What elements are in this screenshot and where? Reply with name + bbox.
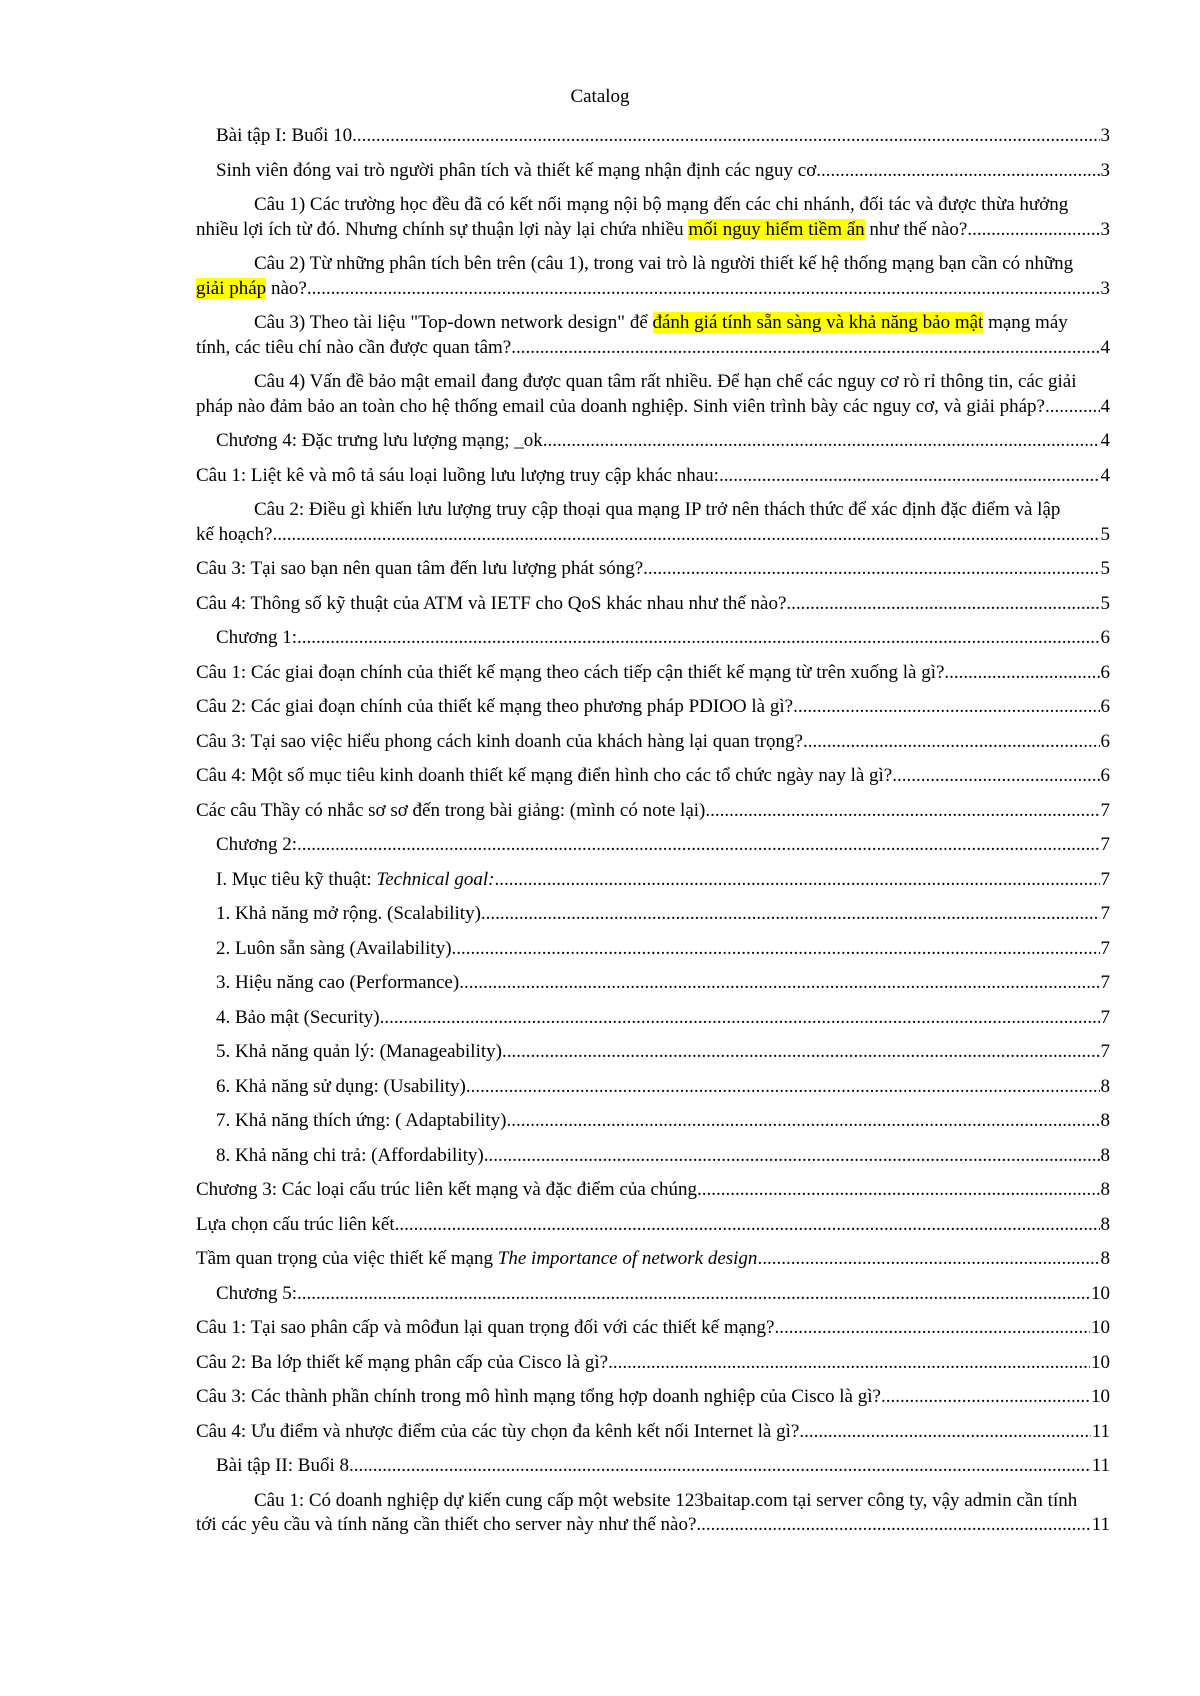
dot-leader [967, 218, 1099, 243]
toc-entry[interactable] [138, 159, 1110, 184]
toc-page-number: 7 [1100, 799, 1110, 821]
toc-page-number: 6 [1100, 696, 1110, 717]
toc-entry-italic: Technical goal: [376, 868, 495, 890]
toc-entry-line-1 [196, 498, 1110, 523]
dot-leader [297, 626, 1099, 651]
toc-page-number: 7 [1100, 903, 1110, 924]
toc-entry-text: nào? [266, 277, 307, 299]
toc-entry-line-2 [196, 1513, 696, 1538]
toc-page-number: 4 [1100, 430, 1110, 451]
toc-page-number: 11 [1091, 1420, 1110, 1442]
toc-entry[interactable] [138, 1454, 1110, 1479]
toc-entry-label [216, 1454, 349, 1479]
toc-entry-label [216, 937, 452, 962]
toc-entry[interactable] [138, 799, 1110, 824]
toc-page-number: 8 [1100, 1110, 1110, 1131]
toc-entry-text: Chương 4: Đặc trưng lưu lượng mạng; _ok [216, 430, 543, 451]
toc-entry-label [196, 1385, 881, 1410]
toc-page-number: 7 [1100, 1006, 1110, 1028]
toc-entry-line-1 [196, 370, 1110, 395]
toc-entry-text: Chương 3: Các loại cấu trúc liên kết mạng và đặc điểm của chúng [196, 1179, 697, 1200]
toc-page-number: 7 [1100, 1041, 1110, 1062]
toc-entry[interactable] [138, 764, 1110, 789]
toc-page-number: 7 [1100, 937, 1110, 959]
toc-entry-label [196, 1178, 697, 1203]
toc-entry[interactable] [138, 695, 1110, 720]
dot-leader [608, 1351, 1090, 1376]
toc-entry-label [216, 1075, 466, 1100]
toc-entry[interactable] [138, 193, 1110, 242]
toc-entry-text: Câu 2: Điều gì khiến lưu lượng truy cập thoại qua mạng IP trở nên thách thức để xác định đặc điểm và lập [254, 499, 1061, 520]
toc-entry-line-2 [196, 336, 511, 361]
toc-entry-label [216, 868, 494, 893]
toc-entry-text: Câu 4: Thông số kỹ thuật của ATM và IETF cho QoS khác nhau như thế nào? [196, 592, 787, 614]
toc-entry-text: Câu 3) Theo tài liệu "Top-down network design" để [254, 312, 653, 333]
toc-page-number: 10 [1091, 1386, 1110, 1407]
toc-entry-text: Câu 1: Các giai đoạn chính của thiết kế mạng theo cách tiếp cận thiết kế mạng từ trên xuống là gì? [196, 661, 945, 683]
toc-entry-label [196, 730, 803, 755]
toc-page-number: 3 [1100, 277, 1110, 299]
toc-page-number: 3 [1100, 218, 1110, 240]
toc-entry-line-2 [196, 395, 1045, 420]
toc-entry-label [196, 1420, 799, 1445]
toc-entry-text: Câu 2: Các giai đoạn chính của thiết kế mạng theo phương pháp PDIOO là gì? [196, 696, 794, 717]
toc-entry[interactable] [138, 252, 1110, 301]
dot-leader [774, 1316, 1090, 1341]
toc-entry[interactable] [138, 1282, 1110, 1307]
toc-entry-text: Câu 3: Tại sao bạn nên quan tâm đến lưu lượng phát sóng? [196, 558, 644, 579]
toc-entry-text: Câu 1) Các trường học đều đã có kết nối mạng nội bộ mạng đến các chi nhánh, đối tác và được thừa hưởng [254, 194, 1069, 215]
toc-entry-label [216, 124, 352, 149]
toc-page-number: 3 [1100, 159, 1110, 181]
toc-entry[interactable] [138, 592, 1110, 617]
toc-entry-text: 8. Khả năng chi trả: (Affordability) [216, 1144, 484, 1166]
toc-page-number: 5 [1100, 592, 1110, 614]
dot-leader [459, 971, 1099, 996]
toc-entry[interactable] [138, 370, 1110, 419]
toc-entry[interactable] [138, 1178, 1110, 1203]
toc-entry-line-1 [196, 193, 1110, 218]
toc-entry-label [196, 1213, 395, 1238]
dot-leader [799, 1420, 1090, 1445]
toc-entry-label [196, 557, 643, 582]
toc-entry-label [216, 429, 543, 454]
toc-page-number: 6 [1100, 627, 1110, 648]
toc-page-number: 7 [1100, 972, 1110, 993]
toc-entry[interactable] [138, 661, 1110, 686]
toc-entry[interactable] [138, 557, 1110, 582]
dot-leader [452, 937, 1100, 962]
toc-entry-label [216, 1040, 502, 1065]
toc-entry-label [196, 464, 719, 489]
toc-page-number: 10 [1091, 1282, 1110, 1304]
toc-entry-label [216, 902, 481, 927]
toc-entry-text: tính, các tiêu chí nào cần được quan tâm? [196, 336, 512, 358]
toc-entry[interactable] [138, 937, 1110, 962]
toc-entry[interactable] [138, 833, 1110, 858]
toc-page-number: 4 [1100, 464, 1110, 486]
dot-leader [349, 1454, 1091, 1479]
toc-entry[interactable] [138, 1109, 1110, 1134]
toc-page-number: 6 [1100, 661, 1110, 683]
toc-entry[interactable] [138, 311, 1110, 360]
toc-entry[interactable] [138, 498, 1110, 547]
toc-entry-text: Câu 2) Từ những phân tích bên trên (câu 1), trong vai trò là người thiết kế hệ thống mạng bạn cần có những [254, 253, 1074, 274]
toc-entry-text: Các câu Thầy có nhắc sơ sơ đến trong bài giảng: (mình có note lại) [196, 799, 706, 821]
toc-page-number: 10 [1091, 1317, 1110, 1338]
toc-entry-label [216, 1006, 380, 1031]
dot-leader [297, 1282, 1090, 1307]
dot-leader [705, 799, 1099, 824]
toc-entry-text: Câu 1: Có doanh nghiệp dự kiến cung cấp một website 123baitap.com tại server công ty, vậy admin cần tính [254, 1489, 1078, 1511]
toc-entry-text: I. Mục tiêu kỹ thuật: [216, 868, 377, 890]
toc-entry-label [216, 971, 459, 996]
toc-entry-text: Lựa chọn cấu trúc liên kết [196, 1213, 395, 1235]
dot-leader [786, 592, 1099, 617]
toc-title: Catalog [570, 86, 630, 107]
toc-entry[interactable] [138, 124, 1110, 149]
toc-entry-label [216, 159, 816, 184]
toc-page-number: 6 [1100, 730, 1110, 752]
toc-entry[interactable] [138, 971, 1110, 996]
toc-entry-text: 5. Khả năng quản lý: (Manageability) [216, 1041, 502, 1062]
highlighted-text: đánh giá tính sẵn sàng và khả năng bảo mật [652, 312, 984, 333]
dot-leader [494, 868, 1099, 893]
toc-entry-text: tới các yêu cầu và tính năng cần thiết cho server này như thế nào? [196, 1514, 697, 1535]
dot-leader [697, 1178, 1100, 1203]
toc-page-number: 8 [1100, 1248, 1110, 1269]
dot-leader [543, 429, 1100, 454]
toc-page-number: 6 [1100, 765, 1110, 786]
toc-entry-text: kế hoạch? [196, 523, 273, 545]
toc-entry-text: Bài tập I: Buổi 10 [216, 125, 353, 146]
toc-entry-text: 4. Bảo mật (Security) [216, 1006, 380, 1028]
toc-entry[interactable] [138, 1489, 1110, 1538]
dot-leader [944, 661, 1099, 686]
toc-entry-text: 3. Hiệu năng cao (Performance) [216, 972, 460, 993]
toc-entry-line-1 [196, 1489, 1110, 1514]
toc-entry[interactable] [138, 868, 1110, 893]
toc-entry[interactable] [138, 626, 1110, 651]
toc-entry-line-2 [196, 218, 967, 243]
toc-entry[interactable] [138, 464, 1110, 489]
toc-entry[interactable] [138, 1144, 1110, 1169]
toc-entry-text: Câu 2: Ba lớp thiết kế mạng phân cấp của Cisco là gì? [196, 1351, 609, 1373]
toc-entry-text: pháp nào đảm bảo an toàn cho hệ thống email của doanh nghiệp. Sinh viên trình bày các nguy cơ, và giải pháp? [196, 395, 1045, 417]
toc-entry-line-2 [196, 277, 307, 302]
toc-page-number: 7 [1100, 834, 1110, 855]
toc-entry[interactable] [138, 1040, 1110, 1065]
toc-page-number: 5 [1100, 523, 1110, 545]
toc-entry-label [216, 1282, 297, 1307]
dot-leader [643, 557, 1099, 582]
toc-page-number: 10 [1091, 1351, 1110, 1373]
toc-page-number: 8 [1100, 1179, 1110, 1200]
table-of-contents [138, 124, 1110, 1548]
toc-entry[interactable] [138, 1316, 1110, 1341]
toc-entry-label [196, 1316, 774, 1341]
toc-entry[interactable] [138, 1247, 1110, 1272]
toc-entry[interactable] [138, 1213, 1110, 1238]
toc-entry-label [196, 1351, 608, 1376]
toc-page-number: 3 [1100, 125, 1110, 146]
dot-leader [793, 695, 1099, 720]
toc-entry[interactable] [138, 429, 1110, 454]
toc-page-number: 11 [1091, 1514, 1110, 1535]
toc-entry-label [216, 833, 297, 858]
dot-leader [719, 464, 1100, 489]
toc-entry-text: Chương 1: [216, 627, 298, 648]
toc-entry-text: Câu 3: Các thành phần chính trong mô hình mạng tổng hợp doanh nghiệp của Cisco là gì? [196, 1386, 881, 1407]
toc-entry-line-2 [196, 523, 272, 548]
toc-entry-text: 1. Khả năng mở rộng. (Scalability) [216, 903, 481, 924]
toc-entry-text: Câu 4) Vấn đề bảo mật email đang được quan tâm rất nhiều. Để hạn chế các nguy cơ rò rỉ thông tin, các giải [254, 371, 1077, 392]
toc-page-number: 5 [1100, 558, 1110, 579]
dot-leader [380, 1006, 1100, 1031]
toc-entry-text: Câu 4: Ưu điểm và nhược điểm của các tùy chọn đa kênh kết nối Internet là gì? [196, 1420, 800, 1442]
dot-leader [297, 833, 1099, 858]
toc-entry-text: Câu 3: Tại sao việc hiểu phong cách kinh doanh của khách hàng lại quan trọng? [196, 730, 803, 752]
dot-leader [481, 902, 1100, 927]
toc-entry-text: 7. Khả năng thích ứng: ( Adaptability) [216, 1110, 507, 1131]
toc-page-number: 7 [1100, 868, 1110, 890]
toc-entry[interactable] [138, 1006, 1110, 1031]
toc-entry-text: Câu 1: Liệt kê và mô tả sáu loại luồng lưu lượng truy cập khác nhau: [196, 464, 719, 486]
dot-leader [307, 277, 1100, 302]
toc-entry-text: 6. Khả năng sử dụng: (Usability) [216, 1075, 466, 1097]
dot-leader [352, 124, 1099, 149]
toc-entry-text: Câu 1: Tại sao phân cấp và môđun lại quan trọng đối với các thiết kế mạng? [196, 1317, 775, 1338]
dot-leader [395, 1213, 1100, 1238]
toc-entry-label [216, 1144, 484, 1169]
dot-leader [816, 159, 1099, 184]
toc-entry[interactable] [138, 730, 1110, 755]
toc-entry-label [196, 1247, 757, 1272]
toc-entry[interactable] [138, 1075, 1110, 1100]
toc-entry[interactable] [138, 1420, 1110, 1445]
toc-page-number: 4 [1100, 395, 1110, 417]
toc-entry-text: 2. Luôn sẵn sàng (Availability) [216, 937, 452, 959]
dot-leader [466, 1075, 1100, 1100]
toc-entry-text: Bài tập II: Buổi 8 [216, 1455, 349, 1476]
toc-entry-text: Chương 5: [216, 1282, 298, 1304]
dot-leader [757, 1247, 1099, 1272]
toc-entry[interactable] [138, 1385, 1110, 1410]
toc-entry-text: mạng máy [983, 312, 1068, 333]
dot-leader [892, 764, 1099, 789]
toc-entry-text: như thế nào? [864, 218, 968, 240]
highlighted-text: mối nguy hiểm tiềm ẩn [688, 218, 865, 240]
toc-entry-text: Câu 4: Một số mục tiêu kinh doanh thiết kế mạng điển hình cho các tổ chức ngày nay là gì? [196, 765, 893, 786]
dot-leader [507, 1109, 1100, 1134]
toc-page-number: 4 [1100, 336, 1110, 358]
toc-page-number: 11 [1091, 1455, 1110, 1476]
toc-entry[interactable] [138, 902, 1110, 927]
toc-entry-italic: The importance of network design [497, 1248, 758, 1269]
dot-leader [1045, 395, 1100, 420]
toc-entry-label [196, 799, 705, 824]
toc-entry-text: nhiều lợi ích từ đó. Nhưng chính sự thuận lợi này lại chứa nhiều [196, 218, 689, 240]
toc-page-number: 8 [1100, 1075, 1110, 1097]
toc-entry-label [196, 695, 793, 720]
toc-entry-label [196, 764, 892, 789]
toc-entry-text: Tầm quan trọng của việc thiết kế mạng [196, 1248, 498, 1269]
highlighted-text: giải pháp [196, 277, 267, 299]
toc-page-number: 8 [1100, 1213, 1110, 1235]
dot-leader [696, 1513, 1090, 1538]
dot-leader [484, 1144, 1100, 1169]
dot-leader [881, 1385, 1090, 1410]
toc-entry-line-1 [196, 252, 1110, 277]
toc-entry-line-1 [196, 311, 1110, 336]
toc-entry-label [196, 592, 786, 617]
dot-leader [803, 730, 1100, 755]
dot-leader [502, 1040, 1100, 1065]
toc-page-number: 8 [1100, 1144, 1110, 1166]
dot-leader [511, 336, 1099, 361]
toc-entry-label [216, 626, 297, 651]
dot-leader [272, 523, 1099, 548]
toc-entry-label [196, 661, 944, 686]
toc-entry[interactable] [138, 1351, 1110, 1376]
toc-entry-text: Sinh viên đóng vai trò người phân tích và thiết kế mạng nhận định các nguy cơ [216, 159, 817, 181]
toc-entry-label [216, 1109, 507, 1134]
toc-entry-text: Chương 2: [216, 834, 298, 855]
